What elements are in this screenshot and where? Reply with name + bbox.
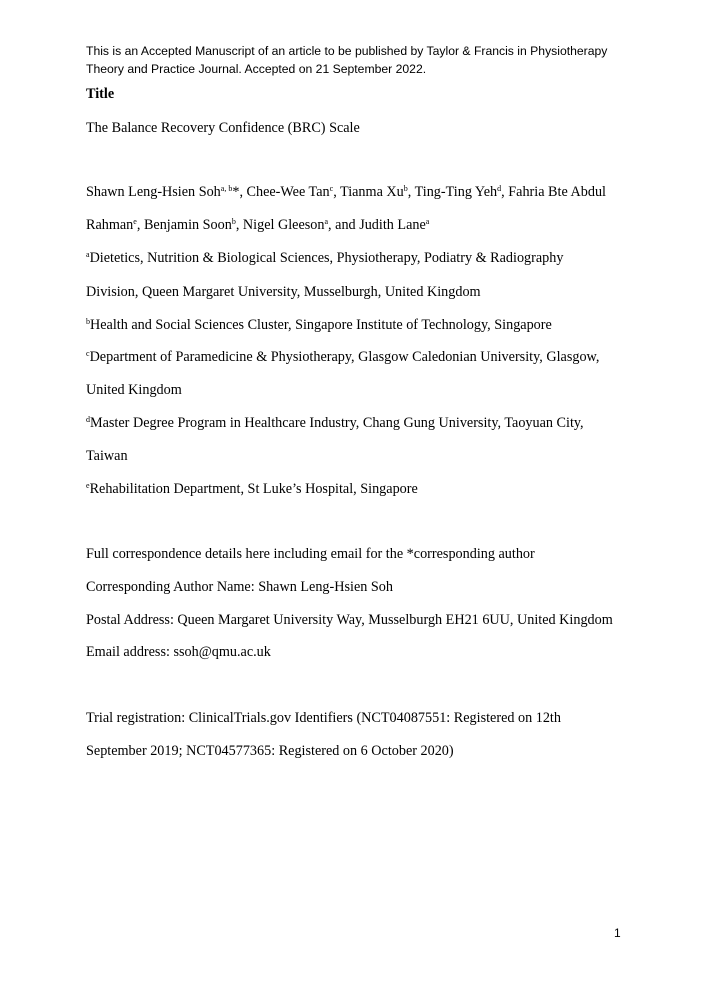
author-name: Benjamin Soon xyxy=(143,217,232,233)
author-name: Judith Lane xyxy=(359,217,426,233)
author-separator: , xyxy=(136,217,144,233)
author-affiliation-marker: e xyxy=(133,217,137,226)
title-heading: Title xyxy=(86,86,115,102)
author-affiliation-marker: a xyxy=(324,217,329,226)
author-separator: , and xyxy=(328,217,360,233)
postal-address: Postal Address: Queen Margaret University Way, Musselburgh EH21 6UU, United Kingdom xyxy=(86,612,613,628)
author-name: Chee-Wee Tan xyxy=(246,184,330,200)
author-name: Nigel Gleeson xyxy=(242,217,325,233)
affiliation-c-continued: United Kingdom xyxy=(86,382,182,398)
affiliation-d xyxy=(86,415,584,432)
affiliation-c xyxy=(86,349,599,366)
author-affiliation-marker: b xyxy=(403,184,408,193)
corresponding-author-name: Corresponding Author Name: Shawn Leng-Hsien Soh xyxy=(86,579,393,595)
affiliation-a-continued: Division, Queen Margaret University, Musselburgh, United Kingdom xyxy=(86,284,481,300)
author-affiliation-marker: b xyxy=(231,217,236,226)
affiliation-marker: b xyxy=(86,317,90,326)
email-address: Email address: ssoh@qmu.ac.uk xyxy=(86,644,271,660)
affiliation-text: Rehabilitation Department, St Luke’s Hospital, Singapore xyxy=(89,481,418,497)
trial-registration-continued: September 2019; NCT04577365: Registered on 6 October 2020) xyxy=(86,743,454,759)
affiliation-e xyxy=(86,481,418,498)
author-name: Rahman xyxy=(86,217,134,233)
affiliation-text: Department of Paramedicine & Physiotherapy, Glasgow Caledonian University, Glasgow, xyxy=(89,349,600,365)
author-separator: , xyxy=(407,184,415,200)
author-name: Shawn Leng-Hsien Soh xyxy=(86,184,221,200)
affiliation-marker: e xyxy=(86,481,90,490)
author-affiliation-marker: a xyxy=(425,217,430,226)
accepted-manuscript-notice: This is an Accepted Manuscript of an article to be published by Taylor & Francis in Physiotherapy Theory and Practice Journal. Accepted on 21 September 2022. xyxy=(86,44,608,76)
page-number: 1 xyxy=(614,926,621,940)
author-separator: , xyxy=(235,217,243,233)
affiliation-d-continued: Taiwan xyxy=(86,448,128,464)
authors-line-2 xyxy=(86,217,429,234)
author-separator: , Fahria Bte Abdul xyxy=(501,184,606,200)
paper-title: The Balance Recovery Confidence (BRC) Scale xyxy=(86,120,360,136)
author-name: Tianma Xu xyxy=(340,184,404,200)
author-separator: *, xyxy=(232,184,247,200)
affiliation-marker: c xyxy=(86,349,90,358)
author-affiliation-marker: c xyxy=(329,184,334,193)
affiliation-marker: a xyxy=(86,250,90,259)
author-name: Ting-Ting Yeh xyxy=(414,184,498,200)
affiliation-b xyxy=(86,317,552,334)
affiliation-marker: d xyxy=(86,415,90,424)
authors-line-1 xyxy=(86,184,606,201)
author-affiliation-marker: a, b xyxy=(220,184,233,193)
affiliation-text: Master Degree Program in Healthcare Industry, Chang Gung University, Taoyuan City, xyxy=(90,415,584,431)
author-affiliation-marker: d xyxy=(497,184,502,193)
correspondence-intro: Full correspondence details here including email for the *corresponding author xyxy=(86,546,535,562)
trial-registration: Trial registration: ClinicalTrials.gov Identifiers (NCT04087551: Registered on 12th xyxy=(86,710,561,726)
author-separator: , xyxy=(333,184,341,200)
affiliation-text: Dietetics, Nutrition & Biological Sciences, Physiotherapy, Podiatry & Radiography xyxy=(89,250,564,266)
affiliation-text: Health and Social Sciences Cluster, Singapore Institute of Technology, Singapore xyxy=(90,317,552,333)
affiliation-a xyxy=(86,250,563,267)
